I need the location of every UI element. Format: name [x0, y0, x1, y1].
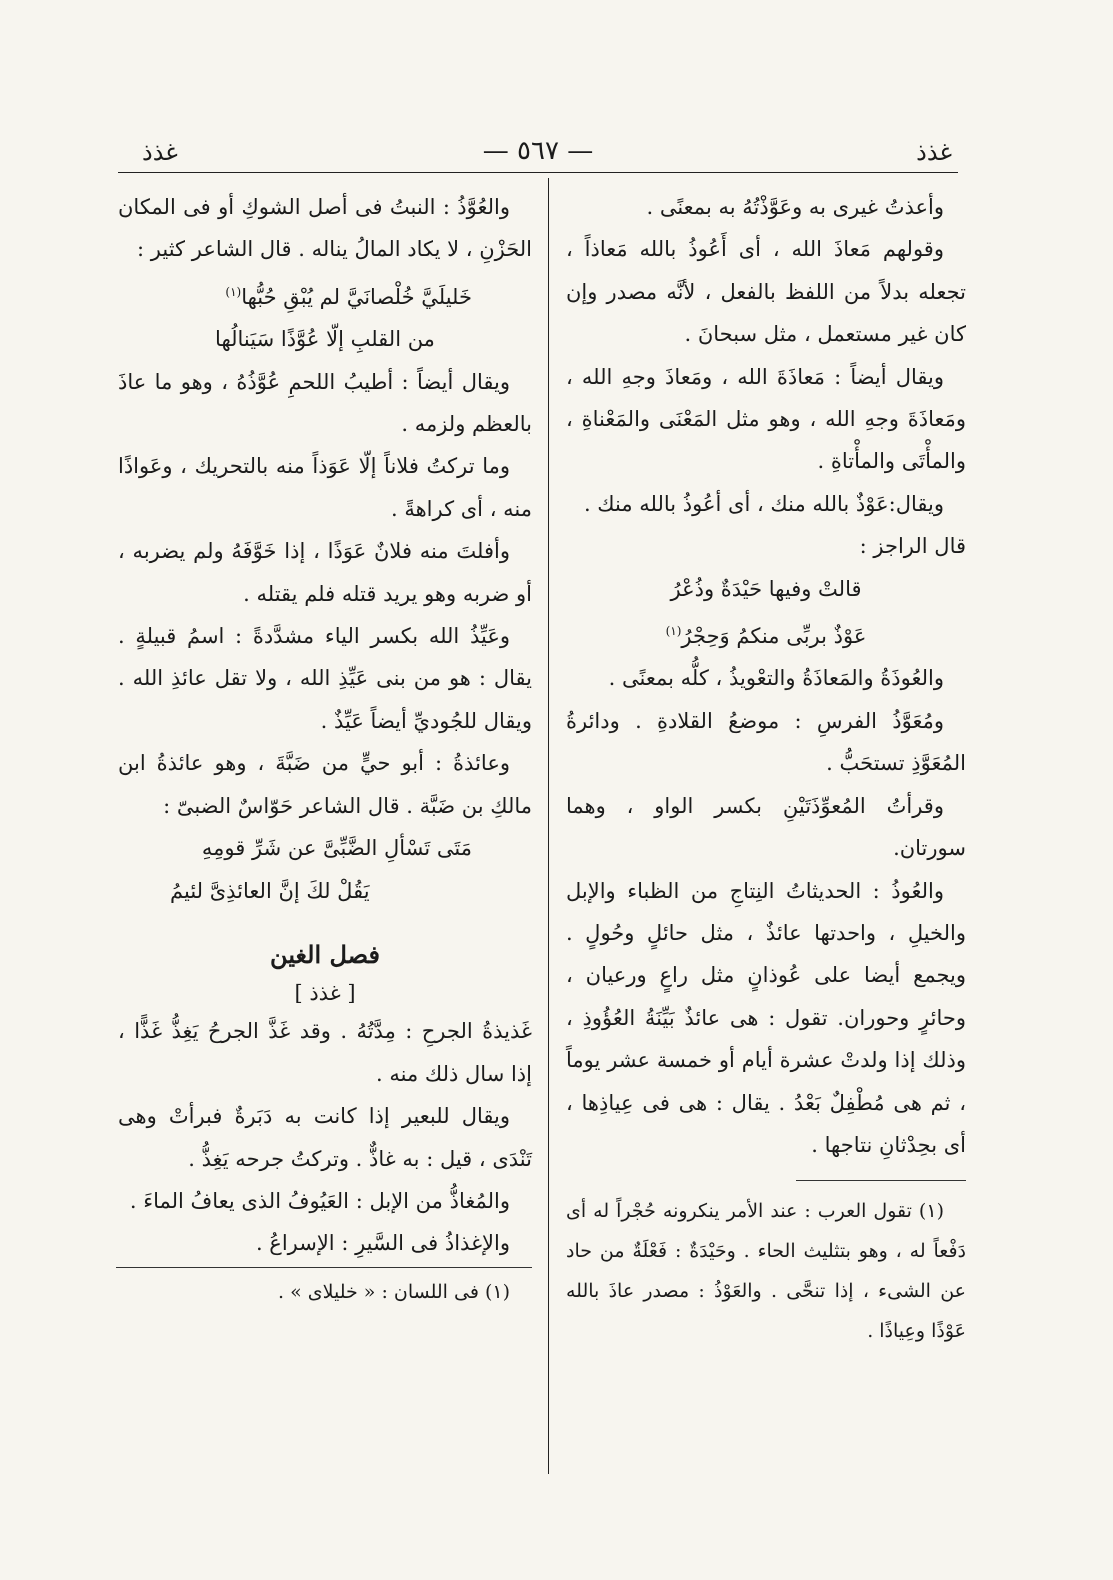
paragraph: وما تركتُ فلاناً إلّا عَوَذاً منه بالتحريك ، وعَواذًا منه ، أى كراهةً .: [118, 454, 532, 521]
verse-line: [566, 610, 966, 657]
paragraph: ويقال أيضاً : مَعاذَةَ الله ، ومَعاذَ وجهِ الله ، ومَعاذَةَ وجهِ الله ، وهو مثل المَعْنَى والمَعْناةِ ، والمأْتَى والمأْتاةِ .: [566, 364, 966, 474]
paragraph: ويقال:عَوْذٌ بالله منك ، أى أعُوذُ بالله منك .: [583, 491, 944, 516]
verse-text: خَليلَيَّ خُلْصانَيَّ لم يُبْقِ حُبُّها: [241, 284, 472, 309]
paragraph: ومُعَوَّذُ الفرسِ : موضعُ القلادةِ . ودائرةُ المُعَوَّذِ تستحَبُّ .: [566, 708, 966, 776]
footnote: (١) تقول العرب : عند الأمر ينكرونه حُجْراً له أى دَفْعاً له ، وهو بتثليث الحاء . وحَيْدَةٌ : فَعْلَةٌ من حاد عن الشىء ، إذا تنحَّى . والعَوْذُ : مصدر عاذَ بالله عَوْذًا وعِياذًا .: [566, 1200, 966, 1343]
header-rule: [118, 172, 958, 173]
verse-line: من القلبِ إلّا عُوَّذًا سَيَنالُها: [215, 327, 435, 352]
footnote-rule: [796, 1180, 966, 1181]
page-header: [118, 128, 958, 168]
verse-line: [118, 271, 532, 318]
paragraph: ويقال أيضاً : أطيبُ اللحمِ عُوَّذُهُ ، وهو ما عاذَ بالعظم ولزمه .: [118, 369, 532, 437]
column-divider: [548, 178, 549, 1474]
verse-text: عَوْذٌ بربِّى منكمُ وَحِجْرُ: [681, 624, 867, 649]
header-keyword-right: غذذ: [916, 138, 952, 166]
header-keyword-left: غذذ: [142, 138, 178, 166]
footnote-marker: (١): [225, 284, 242, 299]
paragraph: وعَيِّذُ الله بكسر الياء مشدَّدةً : اسمُ قبيلةٍ . يقال : هو من بنى عَيِّذِ الله ، ولا تقل عائذِ الله . ويقال للجُوديِّ أيضاً عَيِّذٌ .: [118, 624, 532, 733]
paragraph: وقرأتُ المُعوِّذَتَيْنِ بكسر الواو ، وهما سورتان.: [566, 793, 966, 861]
section-title: فصل الغين: [270, 939, 380, 969]
verse-line: قالتْ وفيها حَيْدَةٌ وذُعْرُ: [670, 576, 862, 601]
verse-line: يَقُلْ لكَ إنَّ العائذِىَّ لئيمُ: [170, 878, 370, 903]
footnote-marker: (١): [665, 624, 682, 639]
paragraph: والعُوذَةُ والمَعاذَةُ والتعْويذُ ، كلُّه بمعنًى .: [608, 666, 944, 691]
paragraph: والإغذاذُ فى السَّيرِ : الإسراعُ .: [255, 1231, 510, 1256]
footnote-rule: [116, 1267, 532, 1268]
paragraph: والمُغاذُّ من الإبل : العَيُوفُ الذى يعافُ الماءَ .: [129, 1188, 510, 1213]
paragraph: ويقال للبعير إذا كانت به دَبَرةٌ فبرأتْ وهى تَنْدَى ، قيل : به غاذٌّ . وتركتُ جرحه يَغِذُّ .: [118, 1104, 532, 1171]
paragraph: والعُوَّذُ : النبتُ فى أصل الشوكِ أو فى المكان الحَزْنِ ، لا يكاد المالُ يناله . قال الشاعر كثير :: [118, 195, 532, 262]
paragraph: والعُوذُ : الحديثاتُ النِتاجِ من الظباء والإبل والخيلِ ، واحدتها عائذٌ ، مثل حائلٍ وحُولٍ . ويجمع أيضا على عُوذانٍ مثل راعٍ ورعيان ، وحائرٍ وحوران. تقول : هى عائذٌ بَيِّنَةُ العُؤُوذِ ، وذلك إذا ولدتْ عشرة أيام أو خمسة عشر يوماً ، ثم هى مُطْفِلٌ بَعْدُ . يقال : هى فى عِياذِها ، أى بحِدْثانِ نتاجها .: [566, 878, 966, 1157]
paragraph: وقولهم مَعاذَ الله ، أى أَعُوذُ بالله مَعاذاً ، تجعله بدلاً من اللفظ بالفعل ، لأنَّه مصدر وإن كان غير مستعمل ، مثل سبحانَ .: [566, 237, 966, 347]
paragraph: وأعذتُ غيرى به وعَوَّذْتُهُ به بمعنًى .: [646, 195, 944, 219]
right-column: [566, 186, 966, 1351]
paragraph: غَذيذةُ الجرحِ : مِدَّتُهُ . وقد غَذَّ الجرحُ يَغِذُّ غَذًّا ، إذا سال ذلك منه .: [118, 1019, 532, 1086]
paragraph: وأفلتَ منه فلانٌ عَوَذًا ، إذا خَوَّفَهُ ولم يضربه ، أو ضربه وهو يريد قتله فلم يقتله .: [118, 539, 532, 606]
page-number: — ٥٦٧ —: [482, 136, 594, 166]
footnote: (١) فى اللسان : « خليلاى » .: [278, 1280, 510, 1303]
paragraph: قال الراجز :: [859, 534, 966, 559]
paragraph: وعائذةُ : أبو حيٍّ من ضَبَّةَ ، وهو عائذةُ ابن مالكِ بن ضَبَّة . قال الشاعر حَوّاسٌ الضبىّ :: [118, 751, 532, 818]
left-column: [118, 186, 532, 1312]
verse-line: مَتَى تَسْألِ الضَّبِّىَّ عن شَرِّ قومِهِ: [201, 836, 472, 861]
root-heading: [ غذذ ]: [294, 981, 356, 1006]
